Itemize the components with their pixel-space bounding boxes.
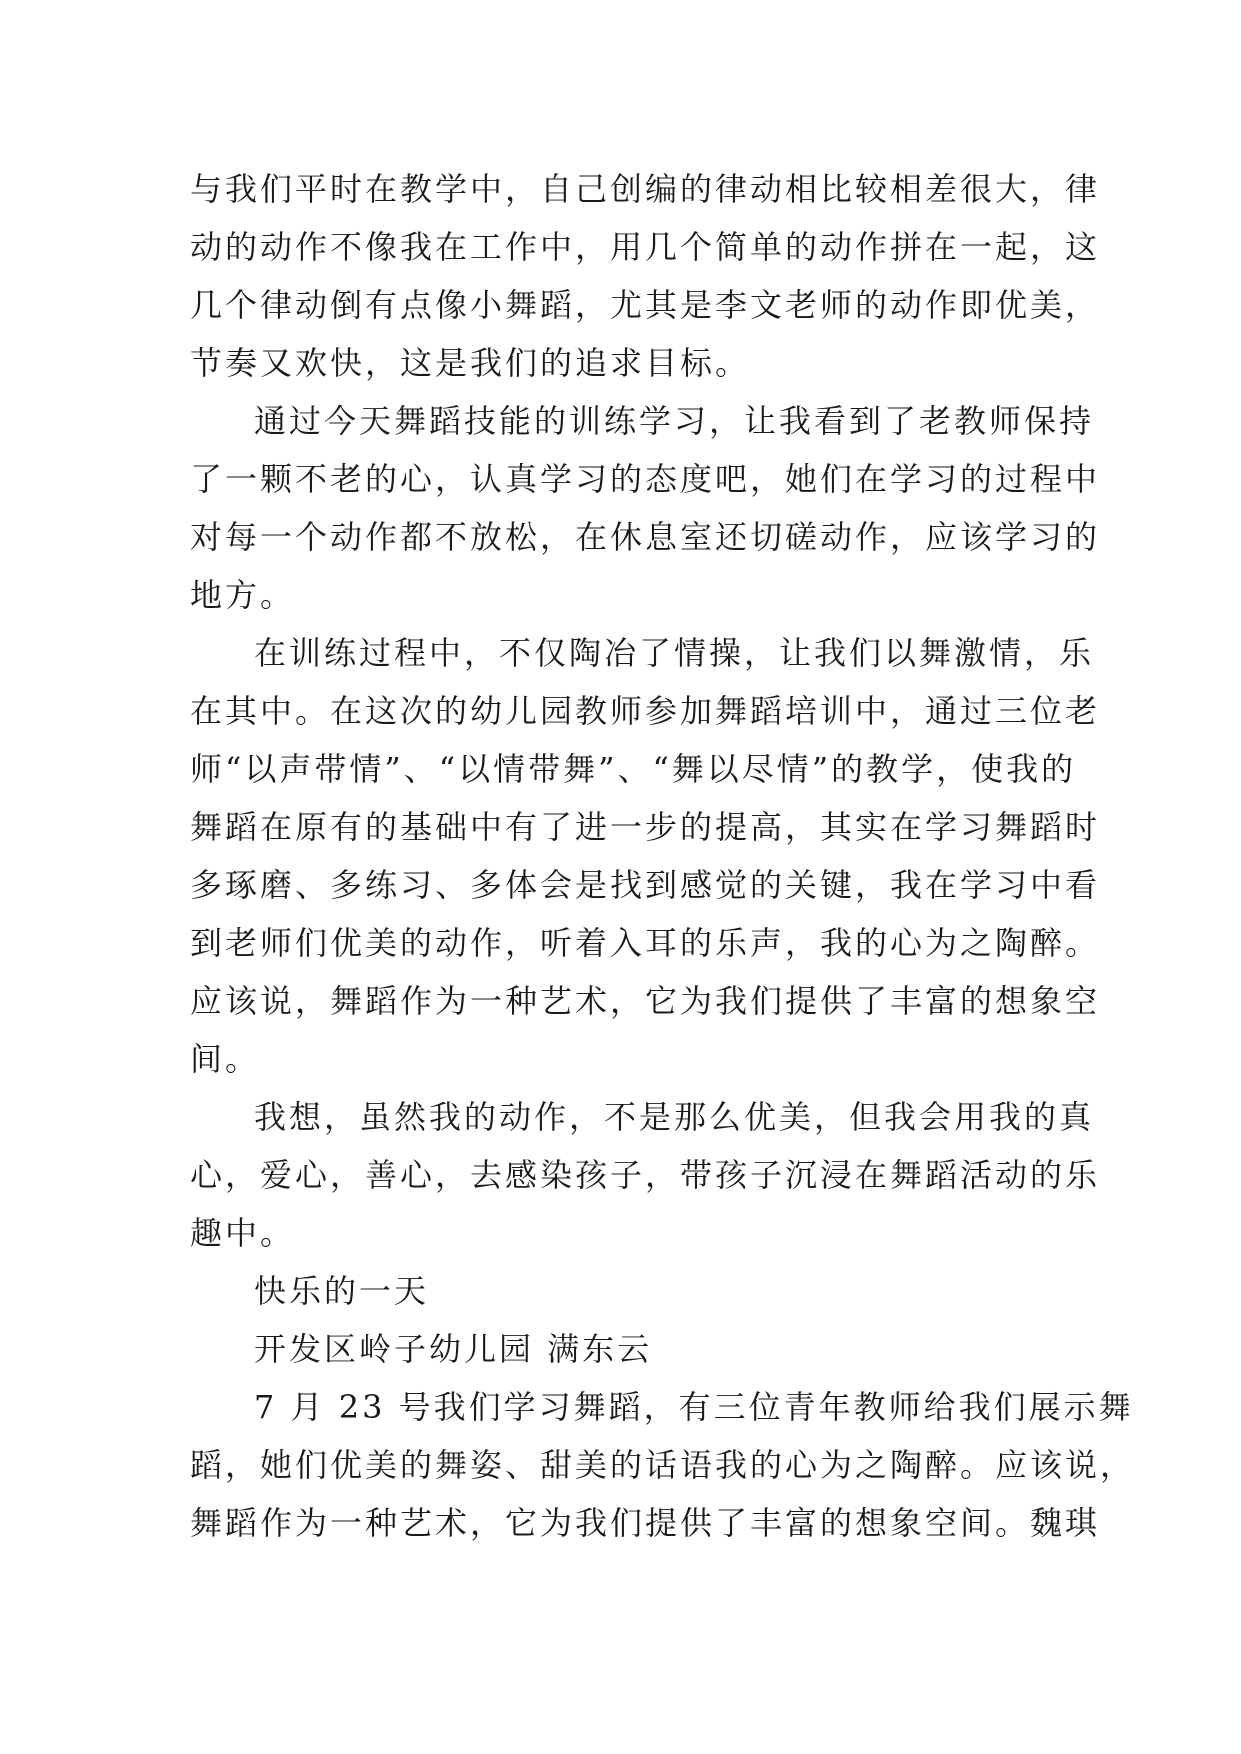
text-line: 应该说，舞蹈作为一种艺术，它为我们提供了丰富的想象空 <box>190 982 1101 1020</box>
text-line: 开发区岭子幼儿园 满东云 <box>254 1330 653 1368</box>
text-line: 快乐的一天 <box>254 1272 430 1310</box>
paragraph <box>190 1262 1060 1320</box>
paragraph <box>190 160 1101 392</box>
text-line: 心，爱心，善心，去感染孩子，带孩子沉浸在舞蹈活动的乐 <box>190 1156 1101 1194</box>
text-line: 多琢磨、多练习、多体会是找到感觉的关键，我在学习中看 <box>190 866 1101 904</box>
document-body <box>190 160 1136 1552</box>
text-line: 舞蹈在原有的基础中有了进一步的提高，其实在学习舞蹈时 <box>190 808 1101 846</box>
text-line: 地方。 <box>190 576 296 614</box>
text-line: 在训练过程中，不仅陶冶了情操，让我们以舞激情，乐 <box>254 634 1095 672</box>
text-line: 几个律动倒有点像小舞蹈，尤其是李文老师的动作即优美， <box>190 286 1101 324</box>
text-line: 间。 <box>190 1040 261 1078</box>
text-line: 蹈，她们优美的舞姿、甜美的话语我的心为之陶醉。应该说， <box>190 1446 1136 1484</box>
text-line: 趣中。 <box>190 1214 296 1252</box>
text-line: 在其中。在这次的幼儿园教师参加舞蹈培训中，通过三位老 <box>190 692 1101 730</box>
paragraph <box>190 1320 1060 1378</box>
text-line: 到老师们优美的动作，听着入耳的乐声，我的心为之陶醉。 <box>190 924 1101 962</box>
paragraph <box>190 1088 1101 1262</box>
paragraph <box>190 1378 1136 1552</box>
text-line: 了一颗不老的心，认真学习的态度吧，她们在学习的过程中 <box>190 460 1101 498</box>
text-line: 通过今天舞蹈技能的训练学习，让我看到了老教师保持 <box>254 402 1095 440</box>
text-line: 对每一个动作都不放松，在休息室还切磋动作，应该学习的 <box>190 518 1101 556</box>
text-line: 7 月 23 号我们学习舞蹈，有三位青年教师给我们展示舞 <box>254 1388 1134 1426</box>
text-line: 师“以声带情”、“以情带舞”、“舞以尽情”的教学，使我的 <box>190 750 1077 788</box>
text-line: 舞蹈作为一种艺术，它为我们提供了丰富的想象空间。魏琪 <box>190 1504 1101 1542</box>
text-line: 我想，虽然我的动作，不是那么优美，但我会用我的真 <box>254 1098 1095 1136</box>
paragraph <box>190 392 1101 624</box>
text-line: 动的动作不像我在工作中，用几个简单的动作拼在一起，这 <box>190 228 1101 266</box>
paragraph <box>190 624 1101 1088</box>
text-line: 节奏又欢快，这是我们的追求目标。 <box>190 344 751 382</box>
text-line: 与我们平时在教学中，自己创编的律动相比较相差很大，律 <box>190 170 1101 208</box>
